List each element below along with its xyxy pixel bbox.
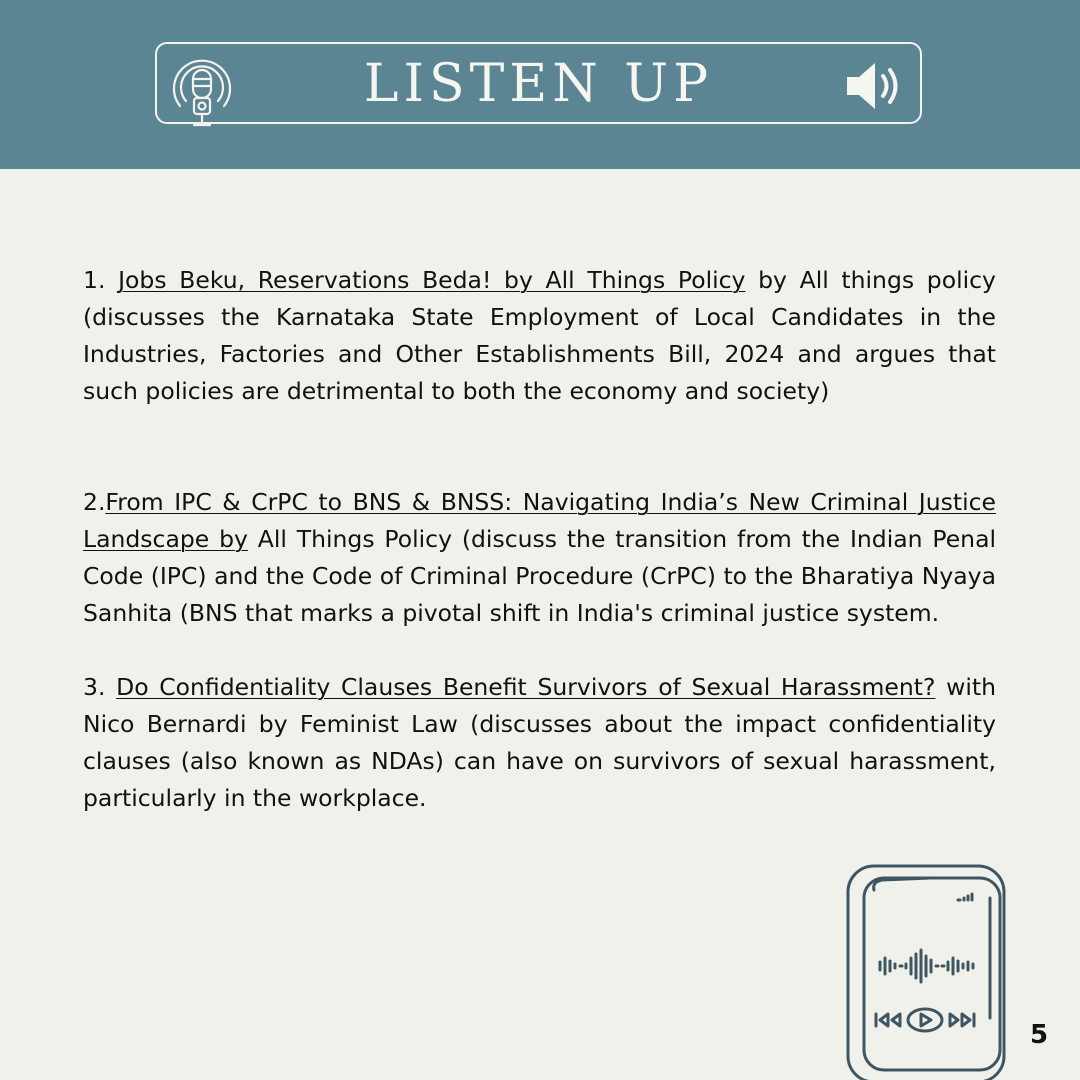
podcast-link[interactable]: From IPC & CrPC to BNS & BNSS: Navigating India’s New Criminal Justice Landscape by [83, 488, 996, 553]
item-number: 2. [83, 488, 106, 516]
item-description: with Nico Bernardi by Feminist Law (discusses about the impact confidentiality clauses (also known as NDAs) can have on survivors of sexual harassment, particularly in the workplace. [83, 673, 996, 812]
list-item [83, 262, 996, 410]
podcast-link[interactable]: Do Confidentiality Clauses Benefit Survivors of Sexual Harassment? [116, 673, 936, 701]
item-description: All Things Policy (discuss the transition from the Indian Penal Code (IPC) and the Code of Criminal Procedure (CrPC) to the Bharatiya Nyaya Sanhita (BNS that marks a pivotal shift in India's criminal justice system. [83, 525, 996, 627]
page-number: 5 [1029, 1020, 1049, 1050]
item-description: by All things policy (discusses the Karnataka State Employment of Local Candidates in the Industries, Factories and Other Establishments Bill, 2024 and argues that such policies are detrimental to both the economy and society) [83, 266, 996, 405]
list-item [83, 484, 996, 632]
item-number: 1. [83, 266, 119, 294]
podcast-microphone-icon [166, 54, 238, 130]
header-band [0, 0, 1080, 169]
phone-audio-player-icon [840, 858, 1010, 1080]
list-item [83, 669, 996, 817]
podcast-list [83, 262, 996, 817]
podcast-link[interactable]: Jobs Beku, Reservations Beda! by All Things Policy [118, 266, 746, 294]
page-title: LISTEN UP [363, 54, 714, 114]
title-box [155, 42, 922, 124]
item-number: 3. [83, 673, 117, 701]
speaker-volume-icon [843, 58, 907, 114]
